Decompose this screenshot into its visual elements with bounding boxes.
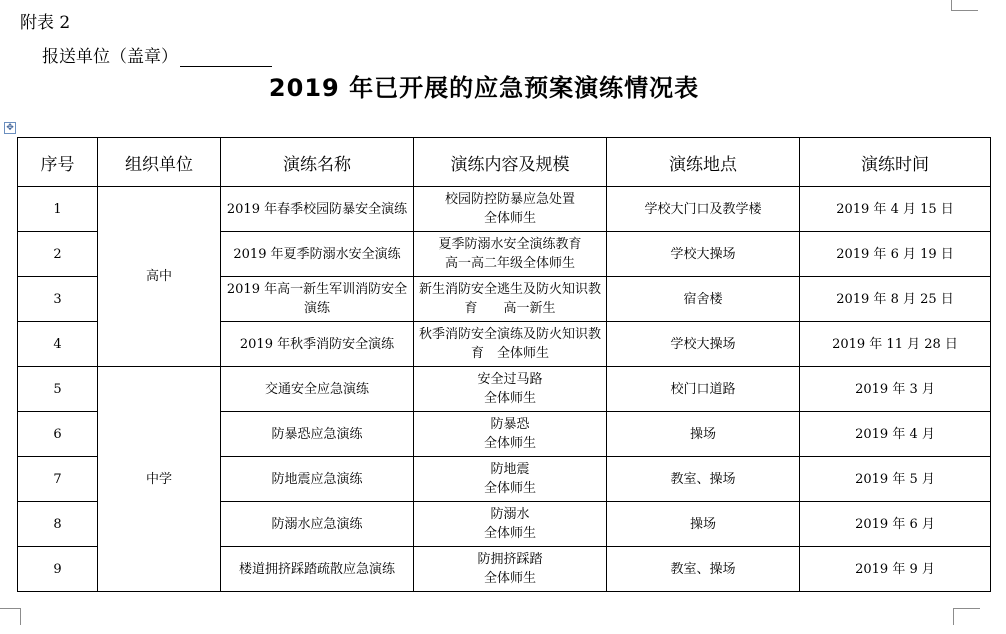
reporting-unit-blank[interactable] — [180, 46, 272, 67]
column-header-location: 演练地点 — [607, 138, 800, 187]
cell-name: 2019 年高一新生军训消防安全演练 — [221, 277, 414, 322]
cell-time: 2019 年 6 月 — [800, 502, 991, 547]
document-title: 2019 年已开展的应急预案演练情况表 — [268, 74, 700, 102]
cell-seq: 2 — [18, 232, 98, 277]
cell-location: 宿舍楼 — [607, 277, 800, 322]
cell-time: 2019 年 4 月 15 日 — [800, 187, 991, 232]
crop-mark-top-right — [951, 0, 978, 11]
cell-content: 校园防控防暴应急处置 全体师生 — [414, 187, 607, 232]
cell-time: 2019 年 11 月 28 日 — [800, 322, 991, 367]
cell-name: 防暴恐应急演练 — [221, 412, 414, 457]
cell-time: 2019 年 4 月 — [800, 412, 991, 457]
drill-table — [17, 137, 991, 592]
cell-seq: 1 — [18, 187, 98, 232]
table-row — [18, 187, 991, 232]
cell-content: 防溺水 全体师生 — [414, 502, 607, 547]
cell-time: 2019 年 5 月 — [800, 457, 991, 502]
cell-location: 操场 — [607, 412, 800, 457]
cell-seq: 8 — [18, 502, 98, 547]
table-move-handle-icon[interactable]: ✥ — [4, 122, 16, 134]
cell-name: 防地震应急演练 — [221, 457, 414, 502]
cell-name: 楼道拥挤踩踏疏散应急演练 — [221, 547, 414, 592]
cell-org: 高中 — [98, 187, 221, 367]
reporting-unit-row — [42, 42, 272, 67]
cell-seq: 7 — [18, 457, 98, 502]
cell-time: 2019 年 9 月 — [800, 547, 991, 592]
cell-location: 教室、操场 — [607, 457, 800, 502]
cell-location: 操场 — [607, 502, 800, 547]
reporting-unit-label: 报送单位（盖章） — [42, 47, 178, 67]
cell-content: 新生消防安全逃生及防火知识教育 高一新生 — [414, 277, 607, 322]
cell-seq: 4 — [18, 322, 98, 367]
column-header-org: 组织单位 — [98, 138, 221, 187]
cell-name: 2019 年夏季防溺水安全演练 — [221, 232, 414, 277]
cell-seq: 9 — [18, 547, 98, 592]
column-header-content: 演练内容及规模 — [414, 138, 607, 187]
cell-time: 2019 年 6 月 19 日 — [800, 232, 991, 277]
cell-content: 防地震 全体师生 — [414, 457, 607, 502]
cell-org: 中学 — [98, 367, 221, 592]
cell-name: 交通安全应急演练 — [221, 367, 414, 412]
appendix-label: 附表 2 — [20, 13, 71, 33]
cell-content: 秋季消防安全演练及防火知识教育 全体师生 — [414, 322, 607, 367]
cell-content: 防暴恐 全体师生 — [414, 412, 607, 457]
table-row — [18, 367, 991, 412]
cell-name: 2019 年春季校园防暴安全演练 — [221, 187, 414, 232]
table-header-row — [18, 138, 991, 187]
cell-name: 2019 年秋季消防安全演练 — [221, 322, 414, 367]
cell-location: 校门口道路 — [607, 367, 800, 412]
cell-seq: 5 — [18, 367, 98, 412]
cell-location: 学校大操场 — [607, 322, 800, 367]
cell-content: 安全过马路 全体师生 — [414, 367, 607, 412]
cell-content: 防拥挤踩踏 全体师生 — [414, 547, 607, 592]
cell-name: 防溺水应急演练 — [221, 502, 414, 547]
crop-mark-bottom-right — [953, 608, 980, 625]
column-header-name: 演练名称 — [221, 138, 414, 187]
cell-content: 夏季防溺水安全演练教育 高一高二年级全体师生 — [414, 232, 607, 277]
cell-time: 2019 年 3 月 — [800, 367, 991, 412]
cell-location: 学校大门口及教学楼 — [607, 187, 800, 232]
cell-location: 教室、操场 — [607, 547, 800, 592]
column-header-seq: 序号 — [18, 138, 98, 187]
cell-time: 2019 年 8 月 25 日 — [800, 277, 991, 322]
cell-seq: 6 — [18, 412, 98, 457]
cell-seq: 3 — [18, 277, 98, 322]
cell-location: 学校大操场 — [607, 232, 800, 277]
table-body — [18, 187, 991, 592]
column-header-time: 演练时间 — [800, 138, 991, 187]
crop-mark-bottom-left — [0, 608, 21, 625]
